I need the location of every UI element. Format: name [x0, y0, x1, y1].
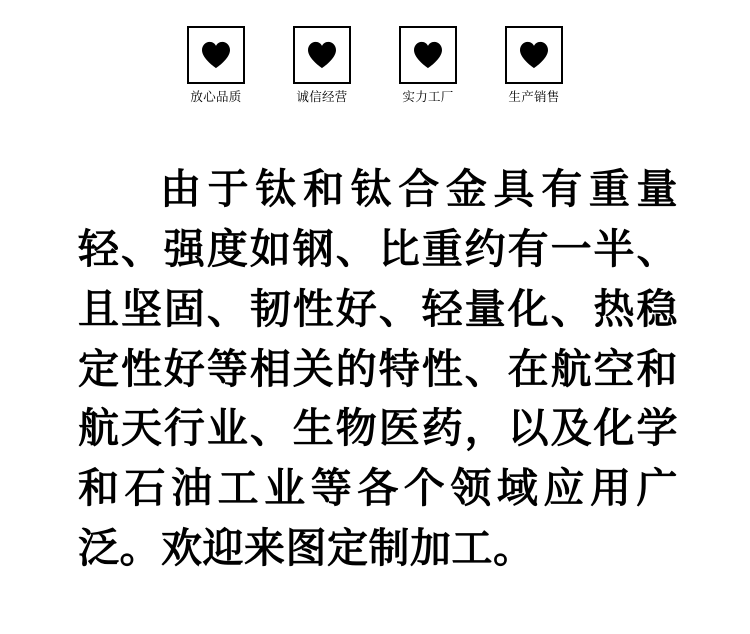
- badge-label: 放心品质: [190, 89, 242, 104]
- heart-icon: [413, 41, 443, 69]
- badge-icon-box: [399, 26, 457, 84]
- badge-label: 生产销售: [508, 89, 560, 104]
- badge-item: [291, 26, 353, 104]
- heart-icon: [519, 41, 549, 69]
- badge-strip: [0, 26, 750, 104]
- badge-label: 实力工厂: [402, 89, 454, 104]
- badge-icon-box: [293, 26, 351, 84]
- badge-item: [397, 26, 459, 104]
- product-description-paragraph: 由于钛和钛合金具有重量轻、强度如钢、比重约有一半、且坚固、韧性好、轻量化、热稳定性好等相关的特性、在航空和航天行业、生物医药，以及化学和石油工业等各个领域应用广泛。欢迎来图定制加工。: [78, 165, 678, 573]
- heart-icon: [307, 41, 337, 69]
- badge-item: [185, 26, 247, 104]
- badge-item: [503, 26, 565, 104]
- badge-icon-box: [187, 26, 245, 84]
- heart-icon: [201, 41, 231, 69]
- badge-label: 诚信经营: [296, 89, 348, 104]
- badge-icon-box: [505, 26, 563, 84]
